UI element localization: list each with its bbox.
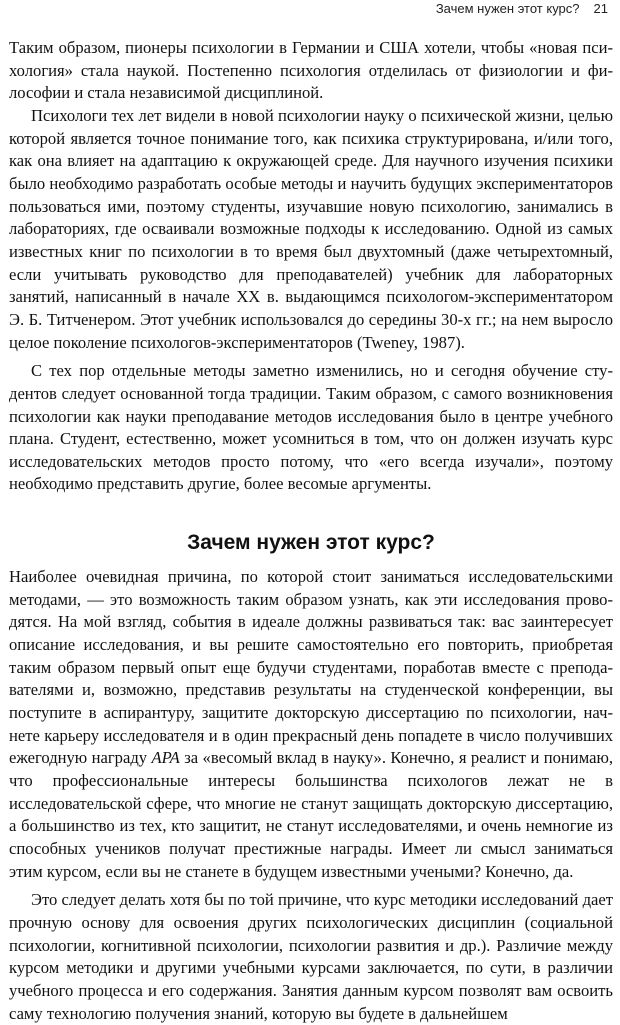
paragraph (9, 566, 613, 883)
paragraph: С тех пор отдельные методы заметно изменились, но и сегодня обучение студентов следует основанной тогда традиции. Таким образом, с самого возникновения психологии как науки преподавание методов исследования было в центре учебного плана. Студент, естественно, может усомниться в том, что он должен изучать курс исследовательских методов просто потому, что «его всегда изучали», поэтому необходимо представить другие, более весомые аргументы. (9, 361, 613, 494)
page-number: 21 (593, 1, 608, 16)
running-title: Зачем нужен этот курс? (435, 1, 580, 16)
section-heading: Зачем нужен этот курс? (187, 531, 435, 555)
page-body (9, 37, 613, 1025)
apa-abbreviation: APA (151, 748, 180, 768)
running-header (436, 1, 608, 16)
paragraph: Таким образом, пионеры психологии в Германии и США хотели, чтобы «новая психология» стала наукой. Постепенно психология отделилась от физиологии и философии и стала независимой дисциплиной. (9, 38, 613, 103)
paragraph: Это следует делать хотя бы по той причине, что курс методики исследований дает прочную основу для освоения других психологических дисциплин (социальной психологии, когнитивной психологии, психологии развития и др.). Различие между курсом методики и другими учебными курсами заключается, по сути, в различии учебного процесса и его содержания. Занятия данным курсом позволят вам освоить саму технологию получения знаний, которую вы будете в дальнейшем (9, 890, 613, 1023)
paragraph-text: Наиболее очевидная причина, по которой стоит заниматься исследовательскими методами, — это возможность таким образом узнать, как эти исследования проводятся. На мой взгляд, события в идеале должны развиваться так: вас заинтересует описание исследования, и вы решите самостоятельно его повторить, приобретая таким образом первый опыт еще будучи студентами, поработав вместе с преподавателями и, возможно, представив результаты на студенческой конференции, вы поступите в аспирантуру, защитите докторскую диссертацию по психологии, начнете карьеру исследователя и в один прекрасный день попадете в число получивших ежегодную награду (9, 567, 613, 768)
paragraph: Психологи тех лет видели в новой психологии науку о психической жизни, целью которой является точное понимание того, как психика структурирована, и/или того, как она влияет на адаптацию к окружающей среде. Для научного изучения психики было необходимо разработать особые методы и научить будущих экспериментаторов пользоваться ими, поэтому студенты, изучавшие новую психологию, занимались в лабораториях, где осваивали возможные подходы к исследованию. Одной из самых известных книг по психологии в то время был двухтомный (даже четырехтомный, если учитывать руководство для преподавателей) учебник для лабораторных занятий, написанный в начале XX в. выдающимся психологом-экспериментатором Э. Б. Титченером. Этот учебник использовался до середины 30-х гг.; на нем выросло целое поколение психологов-экспериментаторов (Tweney, 1987). (9, 105, 613, 352)
paragraph-text: за «весомый вклад в науку». Конечно, я реалист и понимаю, что профессиональные интересы большинства психологов лежат не в исследовательской сфере, что многие не станут защищать докторскую диссертацию, а большинство из тех, кто защитит, не станут исследователями, и очень немногие из способных учеников получат престижные награды. Имеет ли смысл заниматься этим курсом, если вы не станете в будущем известными учеными? Конечно, да. (9, 748, 613, 881)
